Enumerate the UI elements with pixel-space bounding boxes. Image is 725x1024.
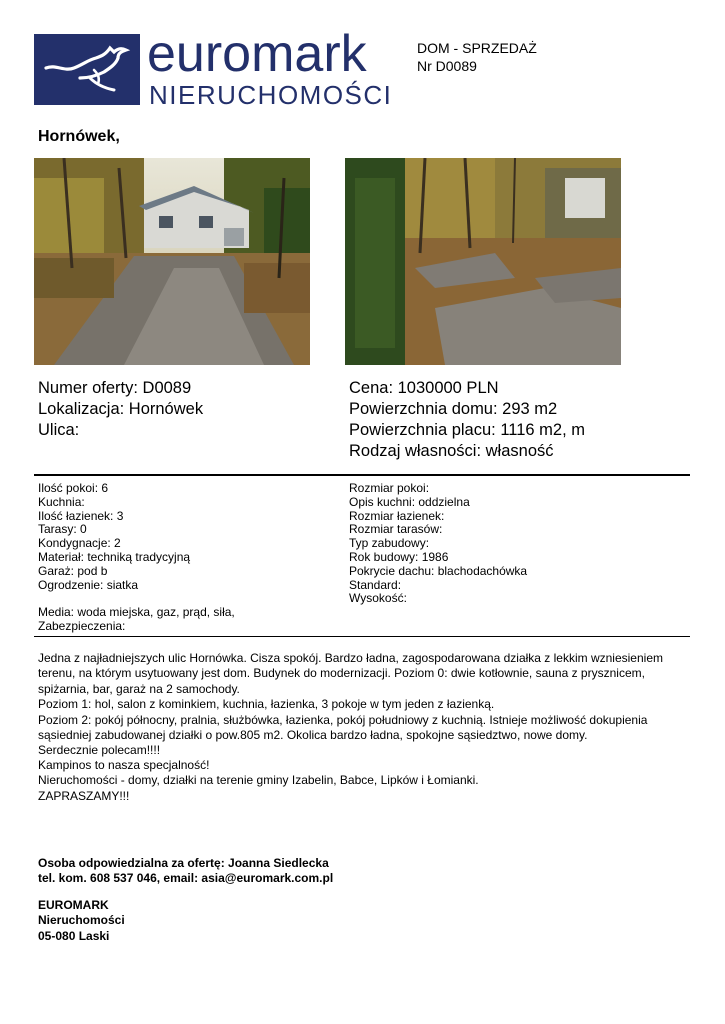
detail-item: Zabezpieczenia: — [38, 618, 126, 633]
company-info — [38, 898, 688, 944]
detail-item: Kondygnacje: 2 — [38, 536, 121, 551]
closing-line: Kampinos to nasza specjalność! — [38, 758, 210, 772]
detail-item: Garaż: pod b — [38, 563, 108, 578]
ownership-line: Rodzaj własności: własność — [349, 442, 554, 460]
details-left — [38, 482, 190, 592]
detail-item: Rok budowy: 1986 — [349, 549, 449, 564]
description-line: sąsiedniej zabudowanej działki o pow.805 m2. Okolica bardzo ładna, spokojne sąsiedztwo, nowe domy. — [38, 728, 588, 743]
closing-text — [38, 758, 688, 804]
detail-item: Kuchnia: — [38, 494, 85, 509]
street-line: Ulica: — [38, 421, 80, 439]
description-line: Poziom 2: pokój północny, pralnia, służbówka, łazienka, pokój południowy z kuchnią. Istnieje możliwość dokupienia — [38, 712, 648, 727]
contact-details: tel. kom. 608 537 046, email: asia@euromark.com.pl — [38, 871, 334, 886]
detail-item: Opis kuchni: oddzielna — [349, 494, 470, 509]
detail-item: Typ zabudowy: — [349, 536, 430, 551]
company-name: EUROMARK — [38, 898, 109, 912]
price-line: Cena: 1030000 PLN — [349, 379, 499, 397]
detail-item: Rozmiar łazienek: — [349, 508, 445, 523]
closing-line: Nieruchomości - domy, działki na terenie gminy Izabelin, Babce, Lipków i Łomianki. — [38, 773, 479, 788]
divider — [34, 474, 690, 476]
detail-item: Tarasy: 0 — [38, 522, 87, 537]
logo-mark — [34, 34, 140, 105]
contact-info — [38, 856, 688, 887]
details-right — [349, 482, 527, 606]
company-address: 05-080 Laski — [38, 928, 110, 943]
offer-number: Nr D0089 — [417, 58, 477, 74]
detail-item: Materiał: techniką tradycyjną — [38, 549, 191, 564]
detail-item: Ilość łazienek: 3 — [38, 508, 124, 523]
offer-number-line: Numer oferty: D0089 — [38, 379, 192, 397]
detail-item: Ilość pokoi: 6 — [38, 481, 109, 495]
detail-item: Wysokość: — [349, 591, 407, 606]
contact-person: Osoba odpowiedzialna za ofertę: Joanna Siedlecka — [38, 856, 329, 870]
house-area-line: Powierzchnia domu: 293 m2 — [349, 400, 558, 418]
detail-item: Ogrodzenie: siatka — [38, 577, 139, 592]
logo-wordmark: euromark — [147, 25, 367, 83]
description-line: Poziom 1: hol, salon z kominkiem, kuchnia, łazienka, 3 pokoje w tym jeden z łazienką. — [38, 697, 495, 712]
logo-subtitle: NIERUCHOMOŚCI — [149, 80, 393, 110]
location-line: Lokalizacja: Hornówek — [38, 400, 204, 418]
closing-line: ZAPRASZAMY!!! — [38, 788, 130, 803]
property-photo-1 — [34, 158, 310, 365]
kangaroo-icon — [34, 34, 140, 105]
details-left-extra — [38, 606, 235, 634]
detail-item: Standard: — [349, 577, 402, 592]
divider — [34, 636, 690, 637]
description-line: Serdecznie polecam!!!! — [38, 743, 161, 758]
description-line: terenu, na którym usytuowany jest dom. Budynek do modernizacji. Poziom 0: dwie kotłownie, sauna z prysznicem, — [38, 666, 645, 681]
detail-item: Media: woda miejska, gaz, prąd, siła, — [38, 605, 235, 619]
property-photo-2 — [345, 158, 621, 365]
description-line: spiżarnia, bar, garaż na 2 samochody. — [38, 681, 240, 696]
detail-item: Rozmiar tarasów: — [349, 522, 443, 537]
description — [38, 651, 688, 759]
city-heading: Hornówek, — [38, 128, 120, 145]
description-line: Jedna z najładniejszych ulic Hornówka. Cisza spokój. Bardzo ładna, zagospodarowana działka z lekkim wzniesieniem — [38, 651, 663, 665]
plot-area-line: Powierzchnia placu: 1116 m2, m — [349, 421, 586, 439]
detail-item: Pokrycie dachu: blachodachówka — [349, 563, 528, 578]
detail-item: Rozmiar pokoi: — [349, 481, 430, 495]
offer-type: DOM - SPRZEDAŻ — [417, 40, 537, 56]
company-subtitle: Nieruchomości — [38, 913, 125, 928]
